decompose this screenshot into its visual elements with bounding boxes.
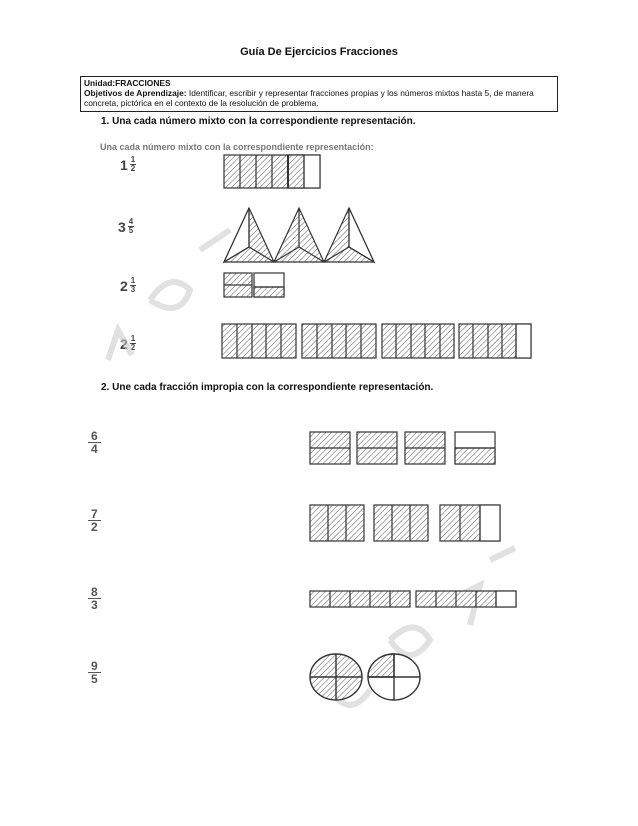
figure-mixed-4 — [222, 324, 531, 358]
unit-label: Unidad: — [84, 78, 116, 88]
fraction-den: 4 — [91, 442, 98, 456]
mixed-den: 2 — [130, 343, 136, 352]
question-2-heading: 2. Une cada fracción impropia con la correspondiente representación. — [101, 382, 434, 393]
mixed-num: 4 — [128, 217, 134, 226]
unit-value: FRACCIONES — [115, 78, 171, 88]
figure-mixed-1 — [224, 155, 320, 188]
page-title: Guía De Ejercicios Fracciones — [240, 46, 398, 58]
figure-mixed-3 — [224, 273, 284, 297]
fraction-num: 9 — [88, 660, 101, 673]
fraction-num: 7 — [88, 508, 101, 521]
fraction-den: 2 — [91, 520, 98, 534]
question-1-heading: 1. Una cada número mixto con la correspondiente representación. — [101, 116, 416, 127]
mixed-den: 2 — [130, 164, 136, 173]
mixed-num: 1 — [130, 155, 136, 164]
question-1-subheading: Una cada número mixto con la correspondiente representación: — [100, 142, 374, 152]
objectives-text: Identificar, escribir y representar fracciones propias y los números mixtos hasta 5, de manera concreta, pictórica en el contexto de la resolución de problema. — [84, 88, 534, 108]
figure-mixed-2 — [224, 208, 374, 262]
mixed-whole: 2 — [120, 277, 128, 294]
fraction-den: 5 — [91, 672, 98, 686]
watermark-marks — [108, 230, 515, 705]
mixed-whole: 2 — [120, 335, 128, 352]
figure-improper-1 — [310, 432, 495, 464]
mixed-den: 5 — [128, 226, 134, 235]
mixed-num: 1 — [130, 334, 136, 343]
fraction-num: 8 — [88, 586, 101, 599]
mixed-whole: 1 — [120, 156, 128, 173]
fraction-den: 3 — [91, 598, 98, 612]
mixed-num: 1 — [130, 276, 136, 285]
figure-improper-3 — [310, 591, 516, 607]
fraction-num: 6 — [88, 430, 101, 443]
figure-improper-2 — [310, 505, 500, 541]
objectives-label: Objetivos de Aprendizaje: — [84, 88, 187, 98]
mixed-whole: 3 — [118, 218, 126, 235]
mixed-den: 3 — [130, 285, 136, 294]
